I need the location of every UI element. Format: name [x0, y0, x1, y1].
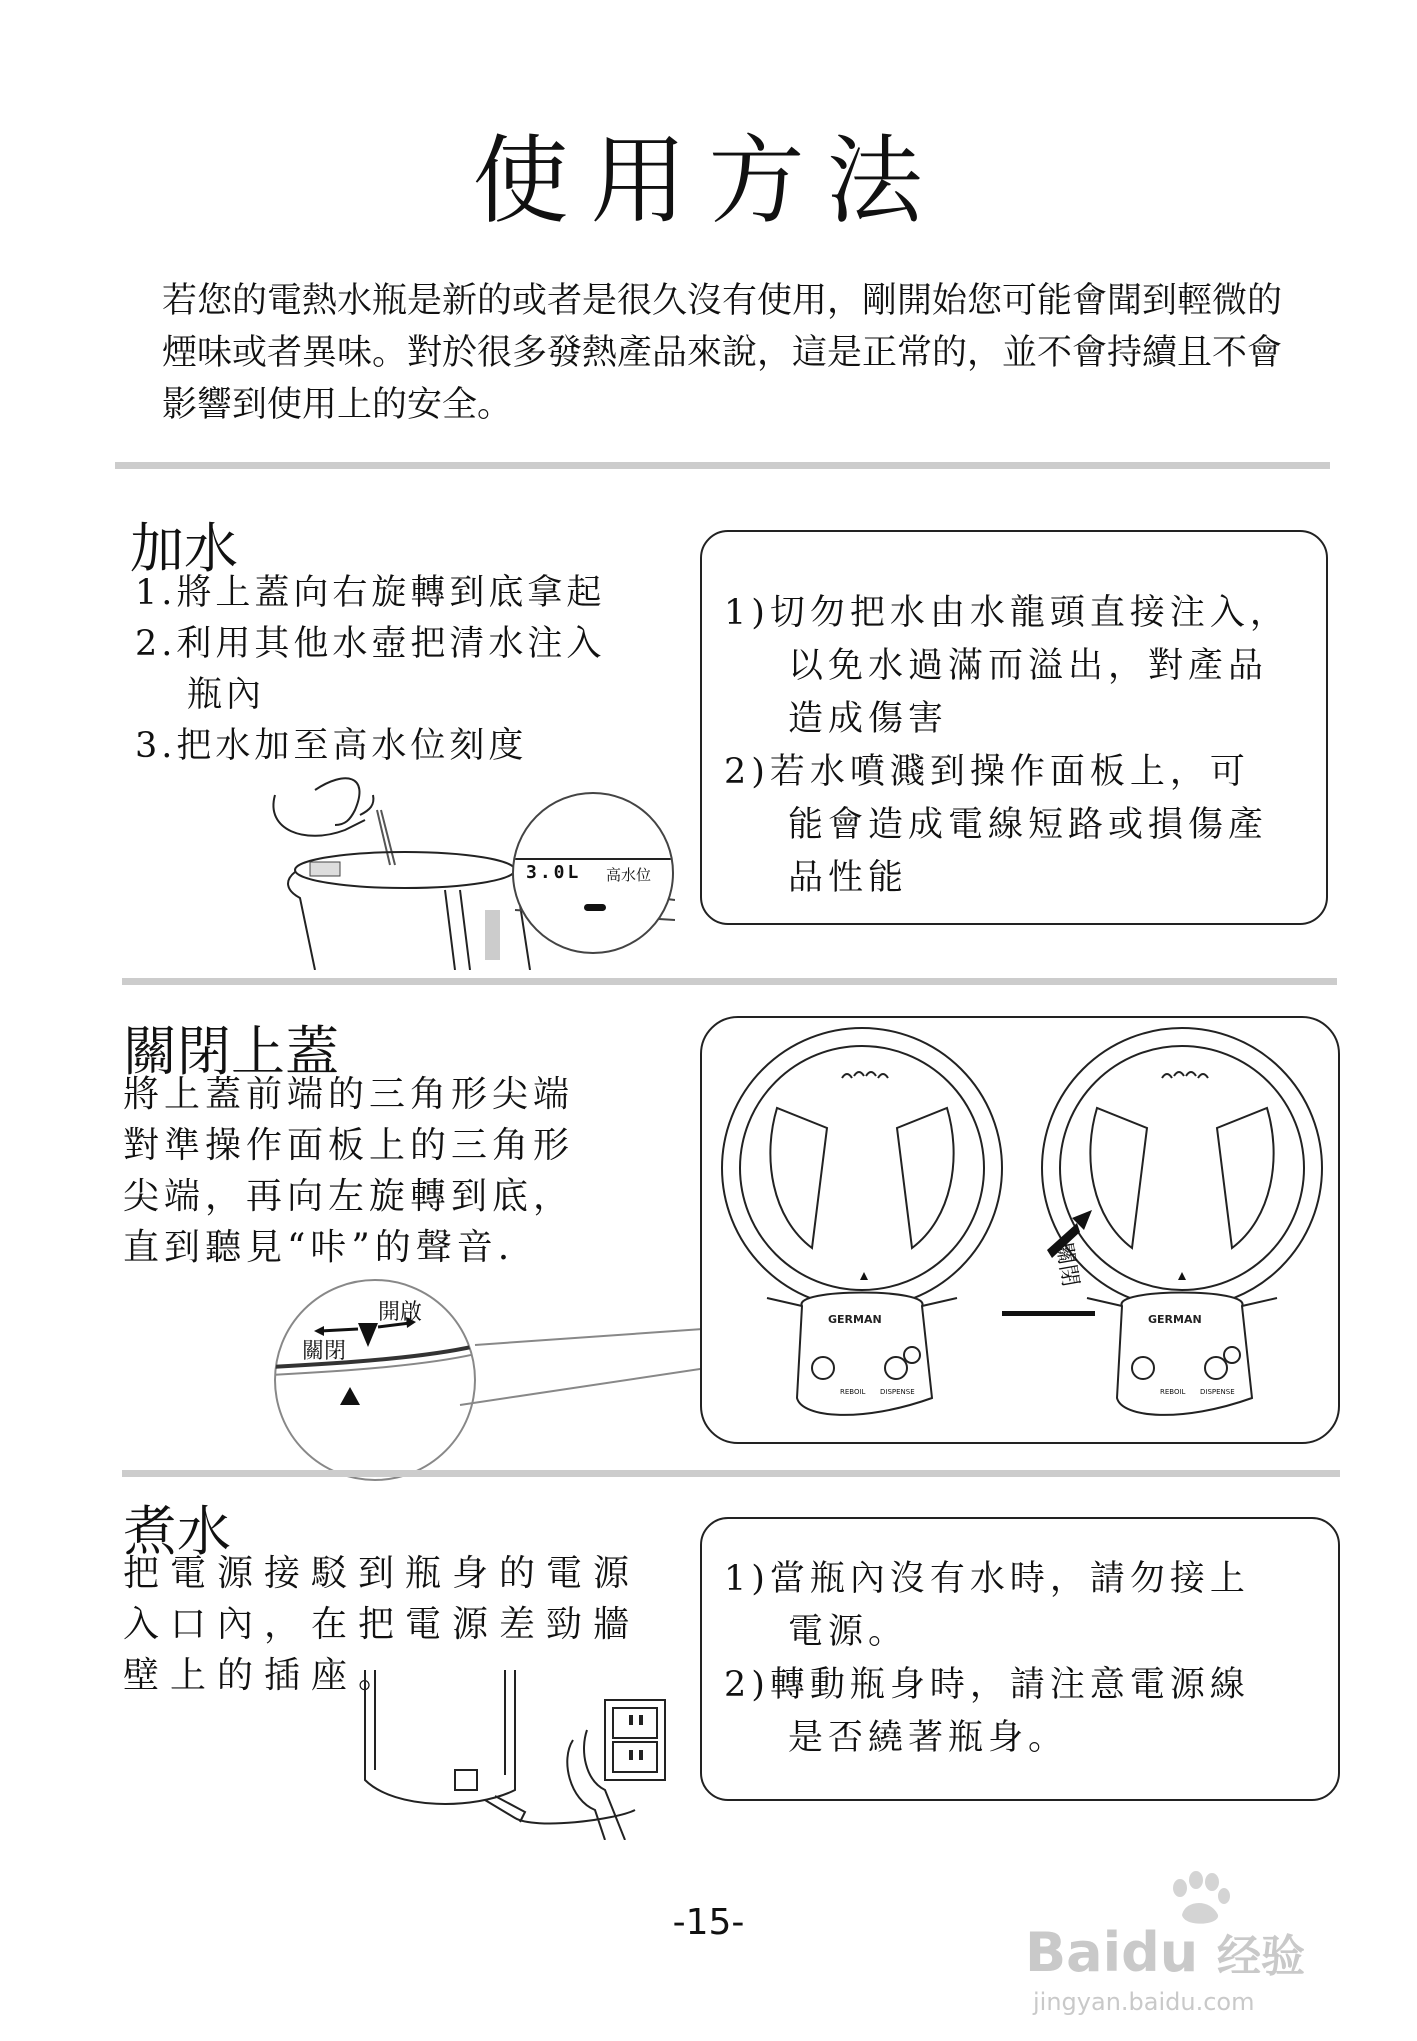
- watermark-brand-c: 经验: [1217, 1931, 1306, 1982]
- panel-dispense-left: DISPENSE: [880, 1388, 915, 1396]
- gauge-zoom: [512, 792, 674, 954]
- step-2: 2.利用其他水壺把清水注入: [135, 624, 606, 664]
- close-lid-line-4: 直到聽見“咔”的聲音.: [123, 1227, 515, 1268]
- boil-notes-box: [700, 1517, 1340, 1801]
- note-1-cont-b: 造成傷害: [788, 699, 949, 739]
- page-title: 使用方法: [472, 125, 945, 237]
- watermark-brand-a: Bai: [1025, 1921, 1122, 1984]
- lid-left: [722, 1028, 1002, 1308]
- divider: [115, 462, 1330, 469]
- heading-boil: 煮水: [123, 1500, 231, 1563]
- note-2-cont-b: 品性能: [788, 858, 909, 898]
- watermark: [1025, 1870, 1385, 2020]
- boil-line-1: 把電源接駁到瓶身的電源: [123, 1553, 641, 1594]
- power-plug-illustration: [355, 1670, 675, 1840]
- note-2: 2)若水噴濺到操作面板上，可: [724, 752, 1250, 792]
- close-lid-line-2: 對準操作面板上的三角形: [123, 1125, 575, 1166]
- zoom-close-label: 關閉: [302, 1339, 347, 1364]
- panel-reboil-right: REBOIL: [1160, 1388, 1186, 1396]
- lid-arrow-text: 關閉: [1050, 1240, 1083, 1289]
- heading-add-water: 加水: [130, 517, 238, 580]
- panel-reboil-left: REBOIL: [840, 1388, 866, 1396]
- step-3: 3.把水加至高水位刻度: [135, 726, 528, 766]
- step-2-cont: 瓶內: [187, 675, 266, 715]
- page-number: -15-: [672, 1902, 745, 1943]
- panel-brand-left: GERMAN: [828, 1313, 882, 1326]
- close-lid-line-3: 尖端，再向左旋轉到底，: [123, 1176, 575, 1217]
- divider: [122, 1470, 1340, 1477]
- close-lid-text: [123, 1069, 574, 1273]
- panel-dispense-right: DISPENSE: [1200, 1388, 1235, 1396]
- heading-close-lid: 關閉上蓋: [123, 1020, 339, 1083]
- gauge-label: 3.0L: [526, 862, 582, 883]
- note-2-cont-a: 能會造成電線短路或損傷產: [788, 805, 1269, 845]
- boil-note-2-cont: 是否繞著瓶身。: [788, 1718, 1069, 1758]
- boil-note-1-cont: 電源。: [788, 1612, 909, 1652]
- watermark-url: jingyan.baidu.com: [1033, 1988, 1255, 2016]
- lid-zoom-illustration: [270, 1275, 770, 1485]
- panel-brand-right: GERMAN: [1148, 1313, 1202, 1326]
- add-water-steps: [135, 568, 605, 772]
- step-1: 1.將上蓋向右旋轉到底拿起: [135, 573, 606, 613]
- boil-note-2: 2)轉動瓶身時，請注意電源線: [724, 1665, 1250, 1705]
- close-lid-line-1: 將上蓋前端的三角形尖端: [123, 1074, 575, 1115]
- gauge-text: 高水位: [606, 866, 652, 884]
- separator-bar: [1002, 1311, 1095, 1316]
- intro-paragraph: 若您的電熱水瓶是新的或者是很久沒有使用，剛開始您可能會聞到輕微的煙味或者異味。對於很多發熱產品來說，這是正常的，並不會持續且不會影響到使用上的安全。: [162, 281, 1283, 425]
- note-1: 1)切勿把水由水龍頭直接注入，: [724, 593, 1290, 633]
- note-1-cont-a: 以免水過滿而溢出，對產品: [788, 646, 1269, 686]
- boil-line-3: 壁上的插座。: [123, 1655, 406, 1696]
- zoom-open-label: 開啟: [378, 1300, 423, 1325]
- lid-diagram-box: [700, 1016, 1340, 1444]
- boil-note-1: 1)當瓶內沒有水時，請勿接上: [724, 1559, 1250, 1599]
- watermark-brand-b: du: [1121, 1921, 1199, 1984]
- divider: [122, 978, 1337, 985]
- add-water-notes-box: [700, 530, 1328, 925]
- boil-line-2: 入口內，在把電源差勁牆: [123, 1604, 641, 1645]
